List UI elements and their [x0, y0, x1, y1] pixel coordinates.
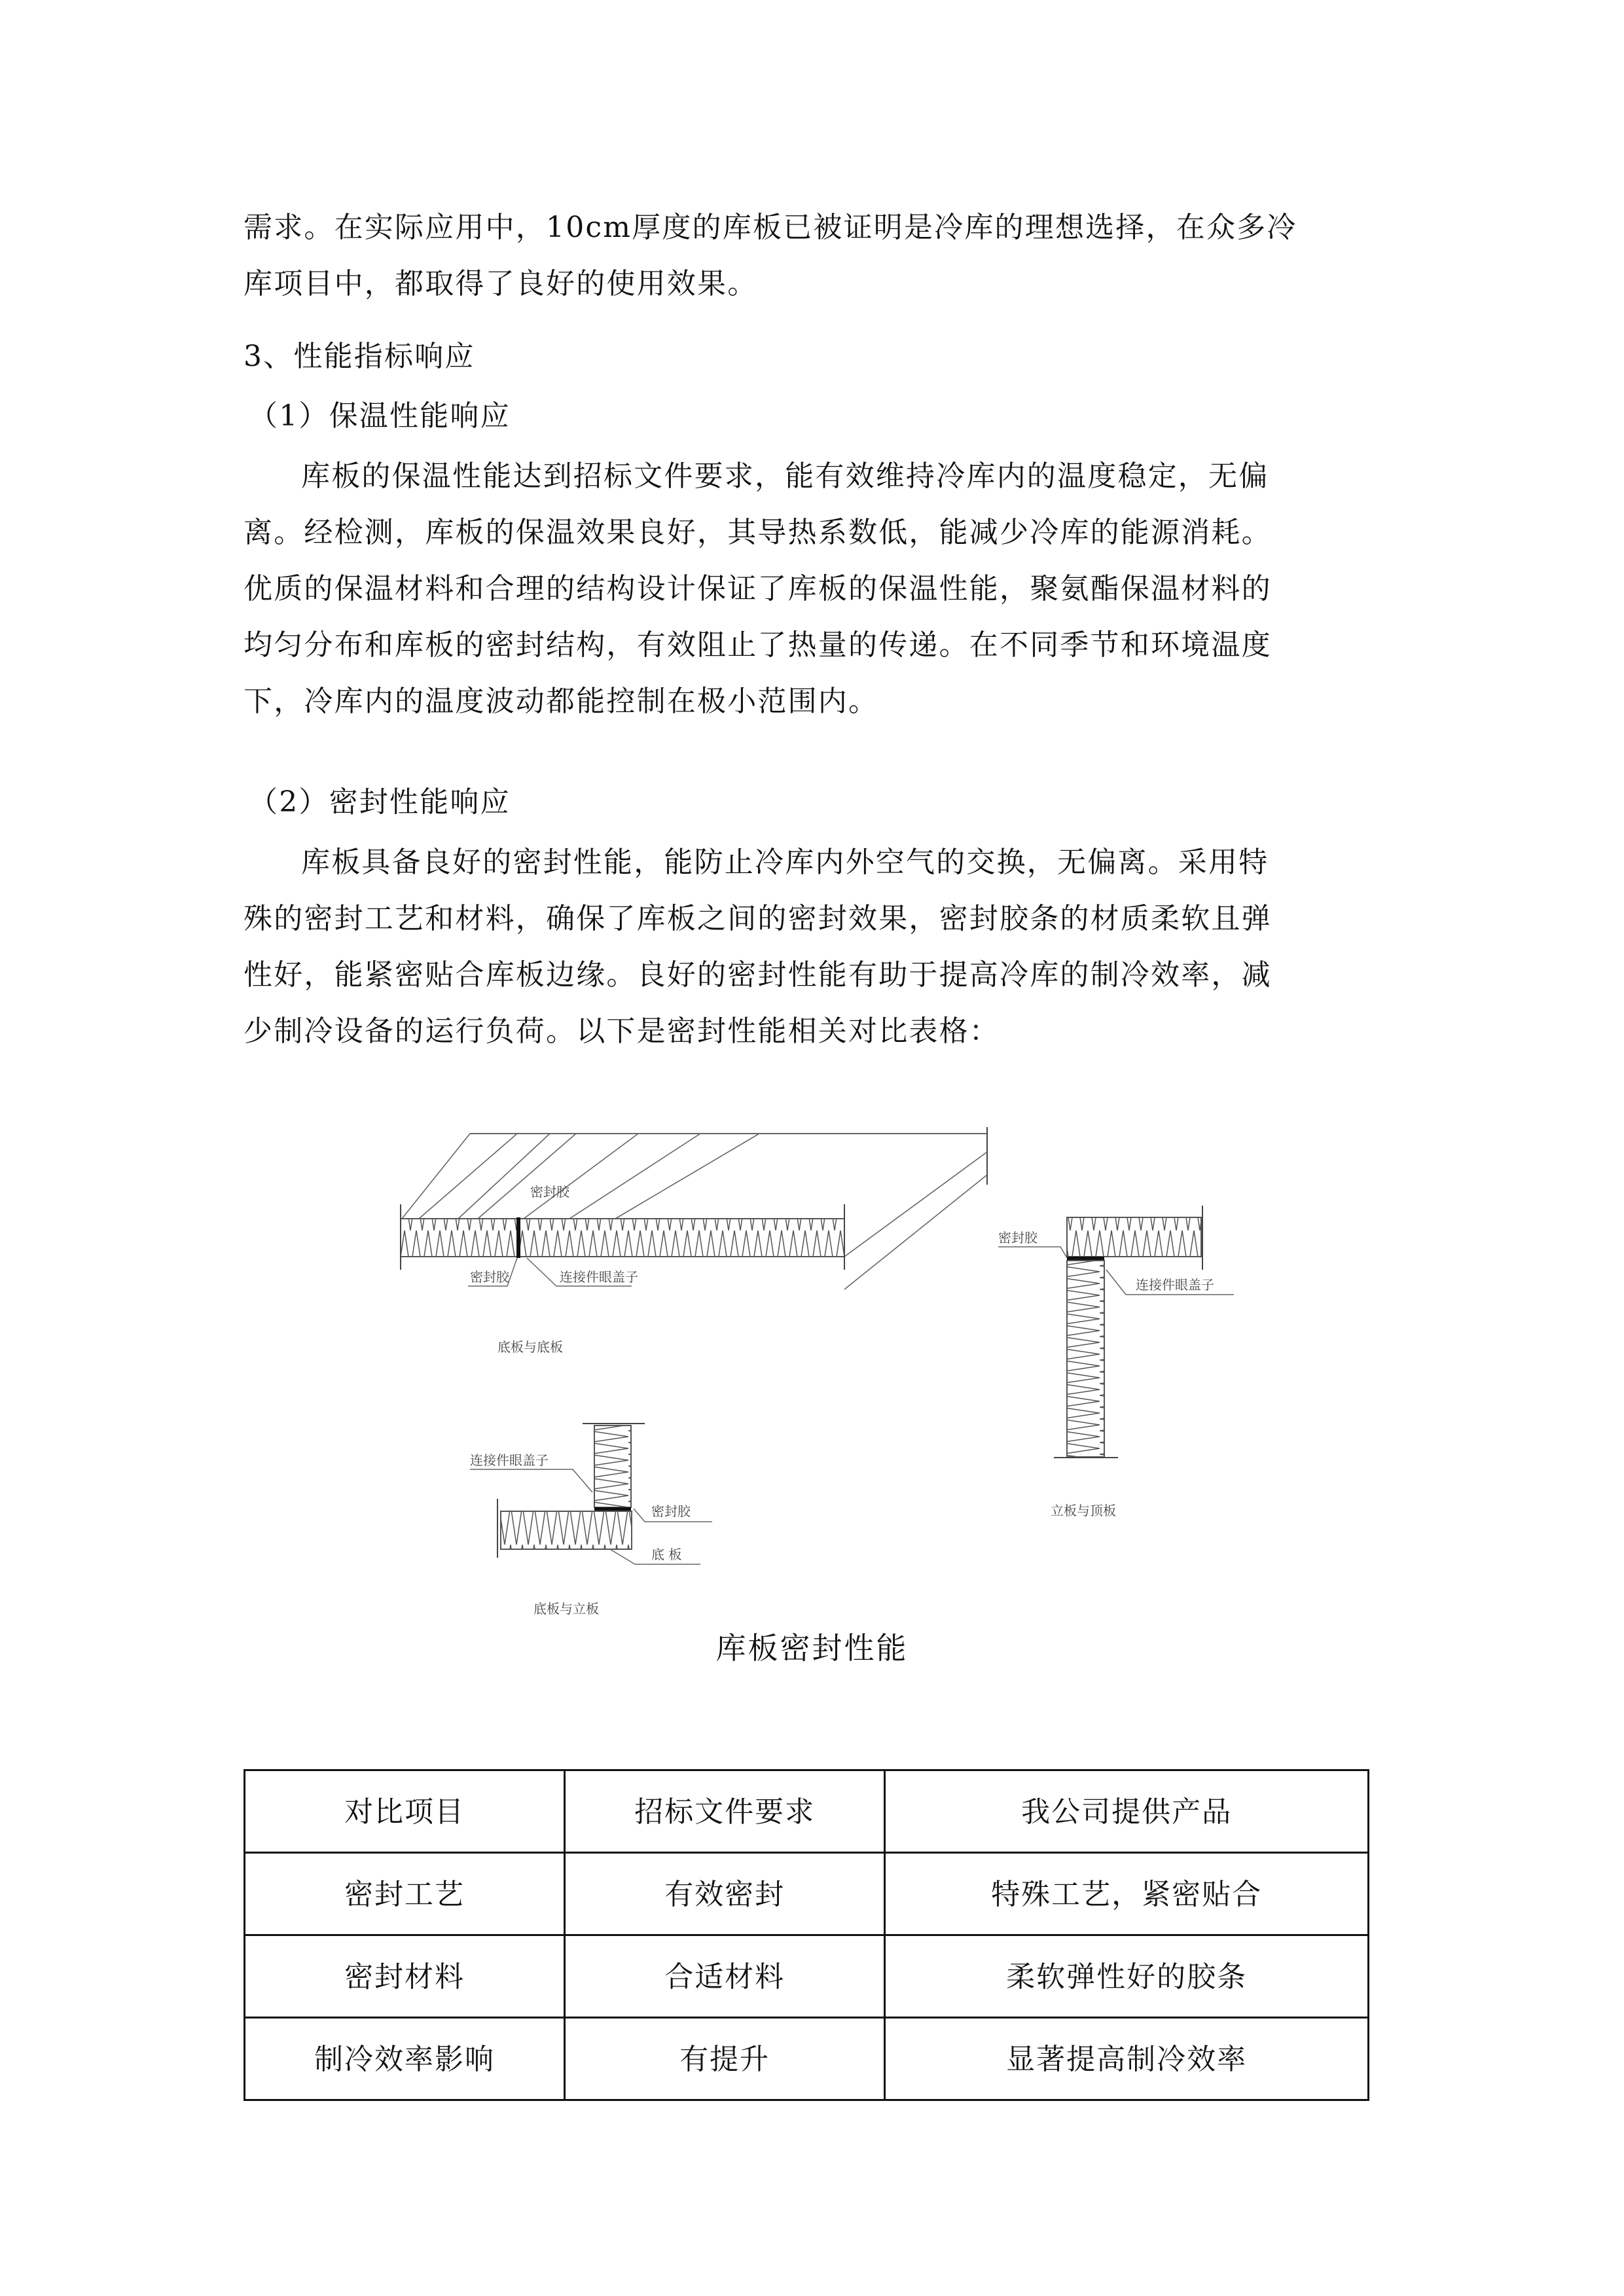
- diagram-floor-floor: [401, 1127, 987, 1355]
- insulation-line-4: 均匀分布和库板的密封结构，有效阻止了热量的传递。在不同季节和环境温度: [244, 628, 1272, 662]
- diagram-title-floor-wall: 底板与立板: [533, 1601, 599, 1617]
- diagram-wall-ceiling: [998, 1206, 1234, 1518]
- label-floor-board: 底 板: [651, 1547, 682, 1562]
- figure-caption: 库板密封性能: [715, 1630, 909, 1666]
- label-sealant-wc: 密封胶: [998, 1230, 1038, 1246]
- insulation-line-3: 优质的保温材料和合理的结构设计保证了库板的保温性能，聚氨酯保温材料的: [244, 572, 1272, 605]
- table-cell: 有提升: [565, 2018, 885, 2100]
- diagram-title-floor-floor: 底板与底板: [497, 1339, 563, 1355]
- intro-line-2: 库项目中，都取得了良好的使用效果。: [244, 267, 758, 300]
- intro-line-1: 需求。在实际应用中，10cm厚度的库板已被证明是冷库的理想选择，在众多冷: [244, 211, 1297, 244]
- table-cell: 特殊工艺，紧密贴合: [885, 1853, 1369, 1935]
- table-header-row: [245, 1770, 1369, 1853]
- label-sealant-fw: 密封胶: [651, 1503, 691, 1519]
- table-cell: 密封工艺: [245, 1853, 565, 1935]
- table-cell: 合适材料: [565, 1935, 885, 2018]
- label-cap-wc: 连接件眼盖子: [1136, 1277, 1214, 1293]
- table-cell: 柔软弹性好的胶条: [885, 1935, 1369, 2018]
- table-row: [245, 1935, 1369, 2018]
- table-cell: 密封材料: [245, 1935, 565, 2018]
- label-cap-1: 连接件眼盖子: [560, 1269, 638, 1285]
- sealing-line-4: 少制冷设备的运行负荷。以下是密封性能相关对比表格：: [244, 1014, 1000, 1048]
- table-cell: 制冷效率影响: [245, 2018, 565, 2100]
- table-cell: 有效密封: [565, 1853, 885, 1935]
- table-row: [245, 1853, 1369, 1935]
- insulation-line-1: 库板的保温性能达到招标文件要求，能有效维持冷库内的温度稳定，无偏: [301, 459, 1269, 493]
- diagram-floor-wall: [470, 1424, 712, 1617]
- table-row: [245, 2018, 1369, 2100]
- table-header-cell: 对比项目: [245, 1770, 565, 1853]
- table-header-cell: 招标文件要求: [565, 1770, 885, 1853]
- table-cell: 显著提高制冷效率: [885, 2018, 1369, 2100]
- comparison-table: [244, 1769, 1369, 2101]
- insulation-line-5: 下，冷库内的温度波动都能控制在极小范围内。: [244, 685, 879, 718]
- sealing-line-3: 性好，能紧密贴合库板边缘。良好的密封性能有助于提高冷库的制冷效率，减: [244, 958, 1272, 992]
- label-cap-fw: 连接件眼盖子: [470, 1452, 549, 1468]
- section-heading: 3、性能指标响应: [244, 340, 475, 373]
- sealing-line-2: 殊的密封工艺和材料，确保了库板之间的密封效果，密封胶条的材质柔软且弹: [244, 902, 1272, 935]
- diagram-title-wall-ceiling: 立板与顶板: [1051, 1503, 1116, 1518]
- sealing-line-1: 库板具备良好的密封性能，能防止冷库内外空气的交换，无偏离。采用特: [301, 846, 1269, 879]
- sealing-heading: （2）密封性能响应: [249, 785, 511, 819]
- label-sealant-top: 密封胶: [530, 1184, 569, 1200]
- label-sealant-bottom: 密封胶: [470, 1269, 509, 1285]
- panel-seal-diagram: [393, 1113, 1309, 1636]
- insulation-line-2: 离。经检测，库板的保温效果良好，其导热系数低，能减少冷库的能源消耗。: [244, 516, 1272, 549]
- insulation-heading: （1）保温性能响应: [249, 399, 511, 433]
- table-header-cell: 我公司提供产品: [885, 1770, 1369, 1853]
